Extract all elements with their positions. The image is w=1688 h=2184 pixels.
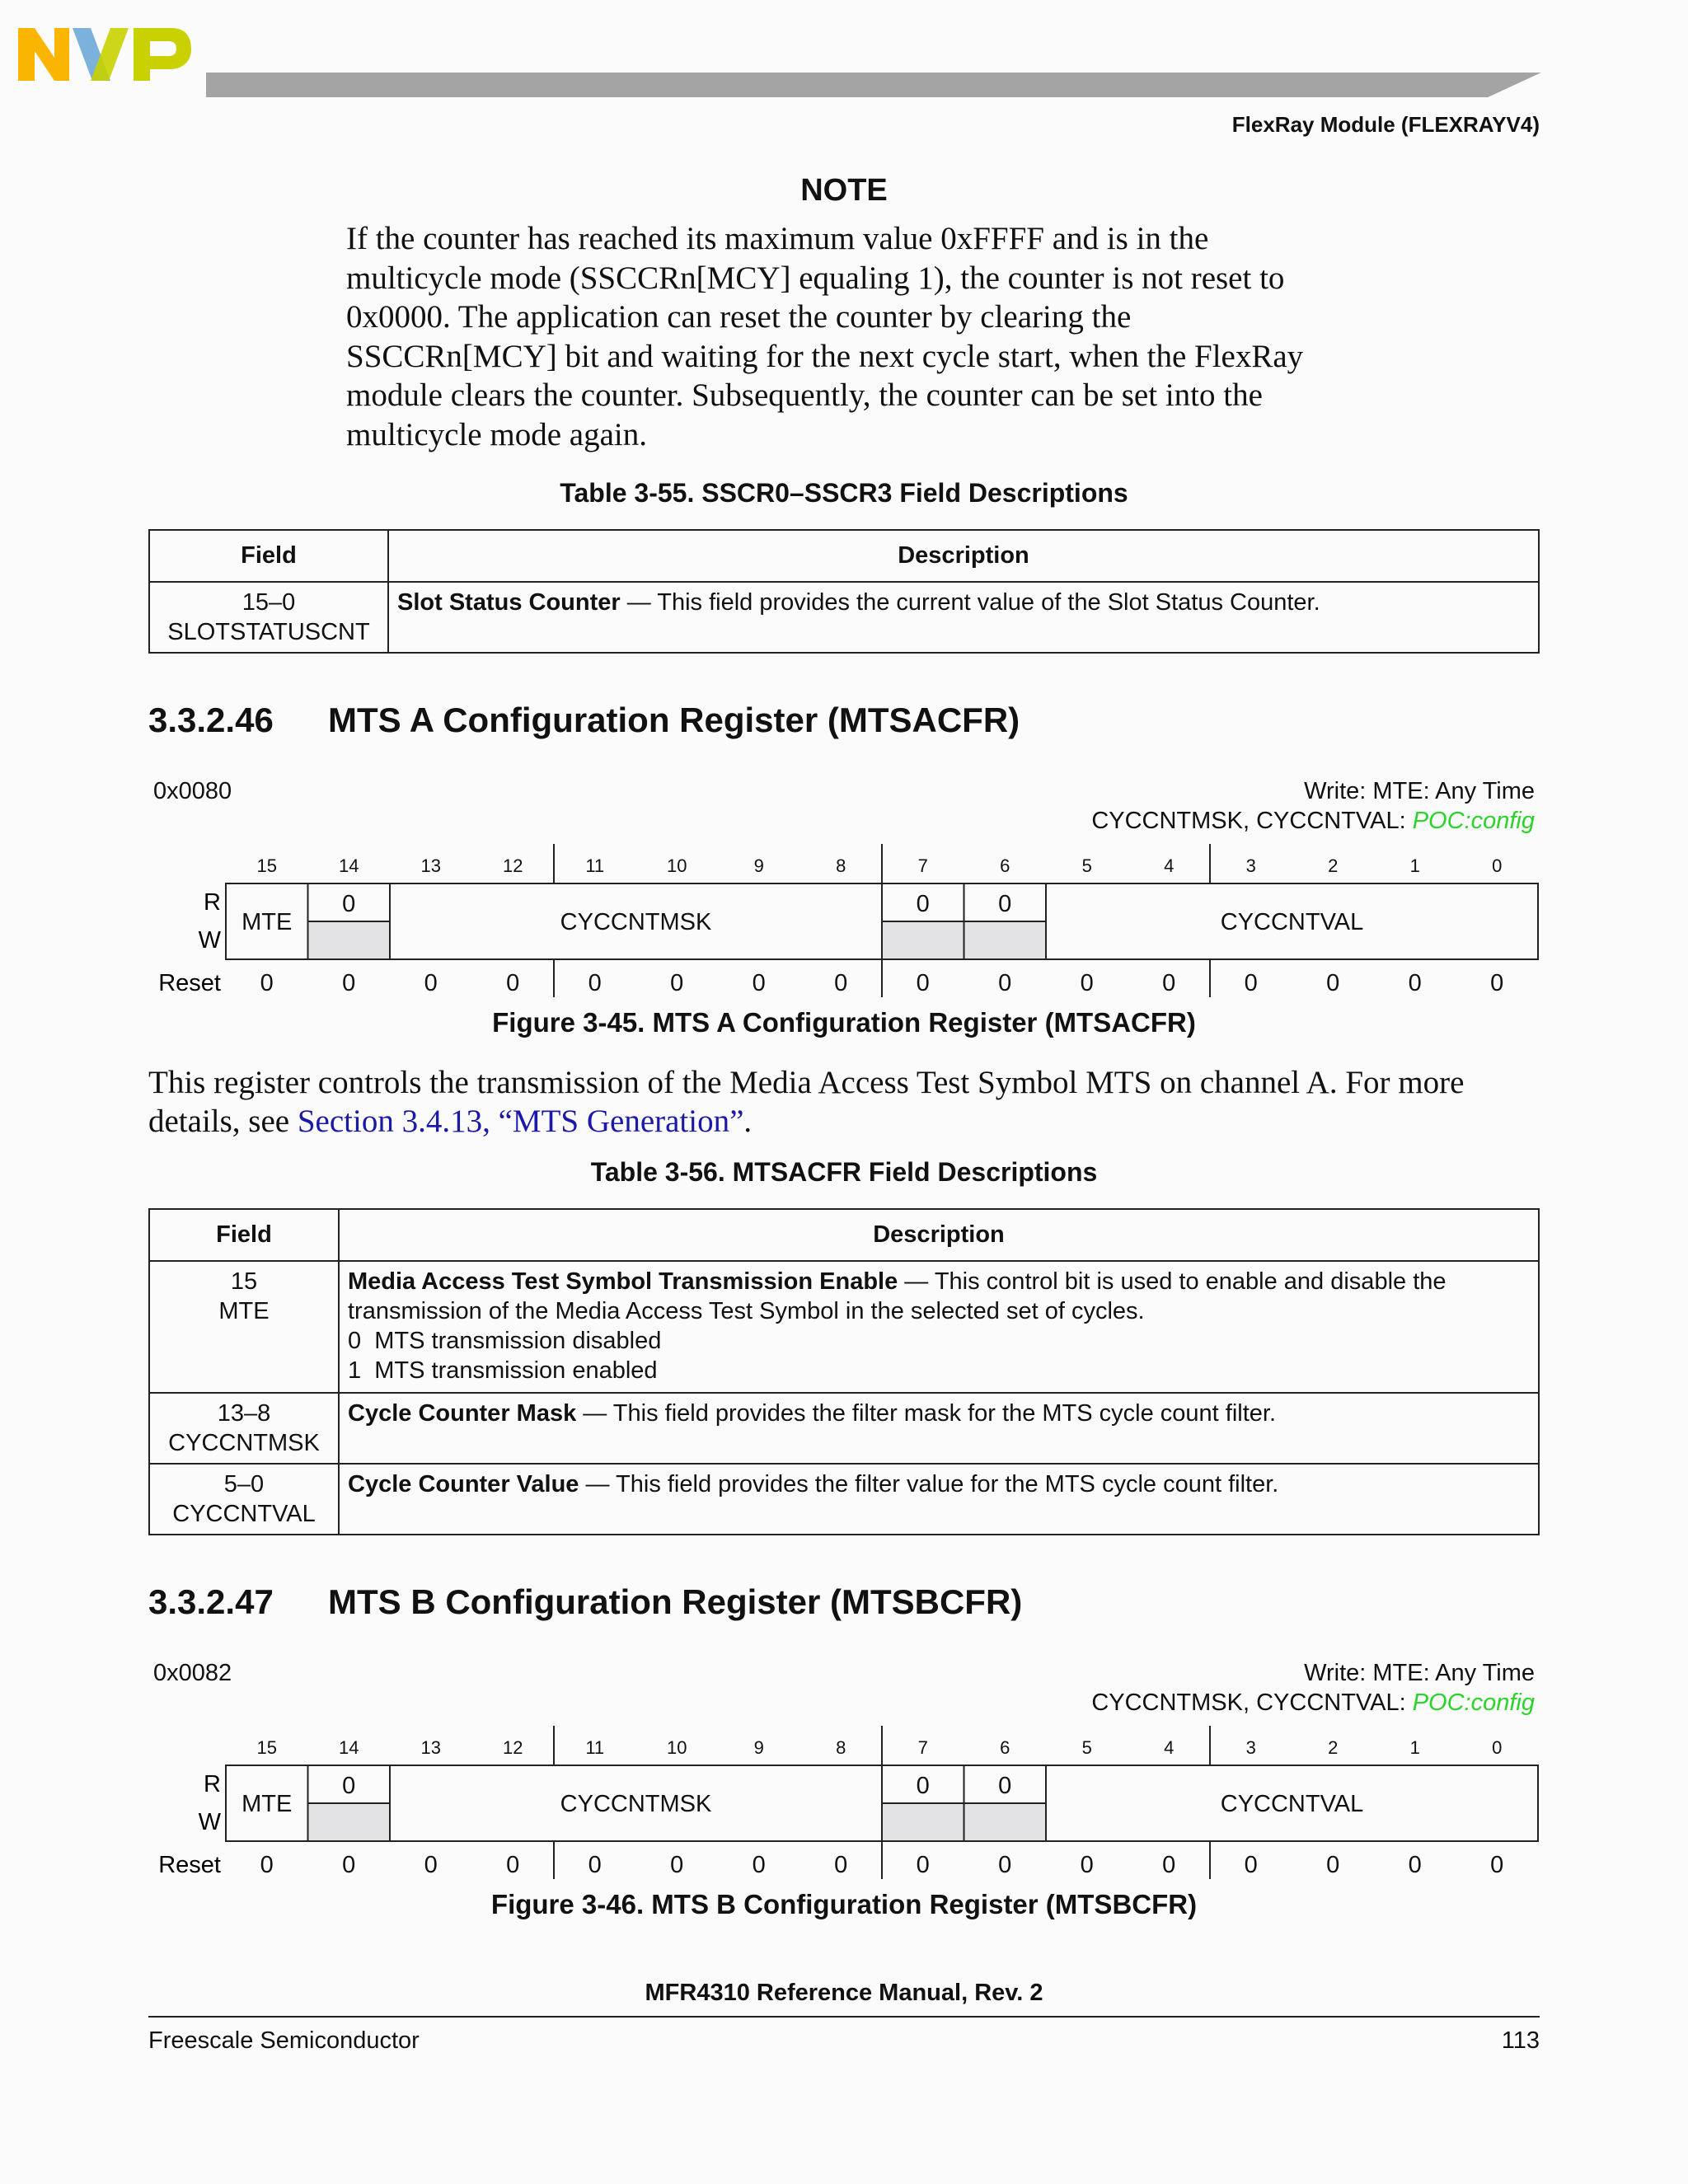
note-line: module clears the counter. Subsequently, the counter can be set into the	[346, 377, 1263, 413]
bit-number: 2	[1328, 855, 1339, 876]
reset-value: 0	[1080, 970, 1094, 996]
reset-value: 0	[752, 970, 766, 996]
header-bar	[206, 73, 1541, 97]
note-line: multicycle mode (SSCCRn[MCY] equaling 1), the counter is not reset to	[346, 260, 1285, 296]
bit-number: 10	[667, 1737, 687, 1758]
bit-number: 4	[1164, 1737, 1175, 1758]
register-diagram-mtsbcfr	[148, 1721, 1550, 1886]
description-text: — This field provides the current value of the Slot Status Counter.	[620, 589, 1320, 616]
bit-number: 11	[585, 855, 605, 876]
reserved-bit-value: 0	[916, 1773, 930, 1799]
field-cell	[149, 582, 388, 653]
bit-number: 1	[1409, 855, 1420, 876]
note-line: If the counter has reached its maximum value 0xFFFF and is in the	[346, 221, 1209, 256]
description-cell	[339, 1464, 1539, 1535]
bit-number: 13	[420, 1737, 441, 1758]
field-cell	[149, 1261, 339, 1393]
footer-manual-title: MFR4310 Reference Manual, Rev. 2	[645, 1980, 1043, 2006]
footer-company: Freescale Semiconductor	[148, 2027, 420, 2054]
option-line: 1 MTS transmission enabled	[348, 1357, 658, 1384]
column-header: Field	[149, 1209, 339, 1261]
register-access	[1091, 776, 1535, 836]
section-heading	[148, 701, 1020, 740]
note-line: multicycle mode again.	[346, 416, 647, 452]
bit-number: 8	[836, 855, 846, 876]
reset-value: 0	[834, 970, 848, 996]
description-cell	[339, 1393, 1539, 1464]
field-name: MTE	[218, 1298, 270, 1324]
reset-value: 0	[998, 1852, 1012, 1878]
description-text: — This control bit is used to enable and disable the transmission of the Media Access Test Symbol in the selected set of cycles.	[348, 1268, 1447, 1324]
field-label-cyccntval: CYCCNTVAL	[1220, 1791, 1364, 1817]
reset-value: 0	[260, 1852, 274, 1878]
bit-number: 1	[1409, 1737, 1420, 1758]
bit-number: 15	[256, 1737, 277, 1758]
reset-value: 0	[588, 970, 602, 996]
bit-number: 12	[503, 1737, 523, 1758]
bit-number: 7	[917, 855, 928, 876]
table-row	[149, 582, 1539, 653]
reset-value: 0	[916, 1852, 930, 1878]
reset-value: 0	[1080, 1852, 1094, 1878]
poc-state: POC:config	[1412, 1690, 1535, 1716]
field-name: CYCCNTMSK	[168, 1430, 320, 1456]
reserved-bit-value: 0	[998, 891, 1012, 917]
bit-number: 5	[1081, 855, 1092, 876]
reset-value: 0	[1162, 970, 1176, 996]
bit-number: 14	[339, 1737, 359, 1758]
figure-caption: Figure 3-46. MTS B Configuration Register (MTSBCFR)	[490, 1889, 1198, 1919]
field-cell	[149, 1464, 339, 1535]
row-label-w: W	[198, 1809, 221, 1835]
row-label-w: W	[198, 927, 221, 954]
body-paragraph: This register controls the transmission of the Media Access Test Symbol MTS on channel A. For more details, see Section 3.4.13, “MTS Generation”.	[148, 1065, 1465, 1139]
description-term: Cycle Counter Value	[348, 1471, 579, 1497]
field-bits: 15	[230, 1268, 258, 1295]
reserved-bit-value: 0	[916, 891, 930, 917]
bit-number: 8	[836, 1737, 846, 1758]
description-cell	[339, 1261, 1539, 1393]
figure-caption: Figure 3-45. MTS A Configuration Register (MTSACFR)	[492, 1007, 1196, 1038]
register-access	[1091, 1658, 1535, 1718]
bit-number: 2	[1328, 1737, 1339, 1758]
row-label-reset: Reset	[158, 1852, 221, 1878]
field-bits: 13–8	[217, 1400, 271, 1427]
reset-value: 0	[342, 970, 356, 996]
reset-value: 0	[1490, 970, 1504, 996]
bit-number: 7	[917, 1737, 928, 1758]
field-bits: 15–0	[241, 589, 296, 616]
bit-number: 12	[503, 855, 523, 876]
description-text: — This field provides the filter value for the MTS cycle count filter.	[579, 1471, 1279, 1497]
reset-value: 0	[1162, 1852, 1176, 1878]
register-diagram-mtsacfr	[148, 839, 1550, 1004]
reserved-bit-cell	[964, 921, 1047, 959]
column-header: Field	[149, 530, 388, 582]
register-offset: 0x0082	[153, 1660, 232, 1686]
description-term: Media Access Test Symbol Transmission Enable	[348, 1268, 898, 1295]
reserved-bit-cell	[308, 921, 391, 959]
field-table-sscr	[148, 529, 1540, 654]
field-name: SLOTSTATUSCNT	[167, 619, 370, 645]
section-number: 3.3.2.47	[148, 1582, 274, 1621]
section-title: MTS B Configuration Register (MTSBCFR)	[328, 1582, 1023, 1621]
field-label-cyccntval: CYCCNTVAL	[1220, 909, 1364, 935]
field-label-cyccntmsk: CYCCNTMSK	[560, 909, 712, 935]
reset-value: 0	[1326, 1852, 1340, 1878]
reserved-bit-cell	[308, 1803, 391, 1841]
bit-number: 0	[1492, 1737, 1503, 1758]
bit-number: 3	[1245, 855, 1256, 876]
note-line: SSCCRn[MCY] bit and waiting for the next cycle start, when the FlexRay	[346, 338, 1304, 374]
bit-number: 9	[753, 855, 764, 876]
bit-number: 15	[256, 855, 277, 876]
bit-number: 11	[585, 1737, 605, 1758]
header-section-title: FlexRay Module (FLEXRAYV4)	[1231, 112, 1540, 137]
access-line: CYCCNTMSK, CYCCNTVAL: POC:config	[1091, 808, 1535, 834]
access-line: CYCCNTMSK, CYCCNTVAL: POC:config	[1091, 1690, 1535, 1716]
description-cell	[388, 582, 1539, 653]
field-label-mte: MTE	[241, 909, 293, 935]
reset-value: 0	[752, 1852, 766, 1878]
field-bits: 5–0	[223, 1471, 265, 1497]
bit-number: 6	[1000, 1737, 1010, 1758]
table-caption: Table 3-56. MTSACFR Field Descriptions	[590, 1157, 1098, 1187]
table-header-row	[149, 530, 1539, 582]
reserved-bit-cell	[882, 921, 964, 959]
reset-value: 0	[424, 970, 438, 996]
reset-value: 0	[1490, 1852, 1504, 1878]
bit-number: 14	[339, 855, 359, 876]
section-link[interactable]: Section 3.4.13, “MTS Generation”	[297, 1104, 744, 1139]
field-table-mtsacfr	[148, 1208, 1540, 1535]
reset-value: 0	[670, 1852, 684, 1878]
column-header: Description	[388, 530, 1539, 582]
note-title: NOTE	[800, 173, 888, 208]
section-number: 3.3.2.46	[148, 701, 274, 739]
row-label-r: R	[204, 1771, 221, 1797]
reset-value: 0	[1244, 1852, 1258, 1878]
reserved-bit-cell	[964, 1803, 1047, 1841]
field-name: CYCCNTVAL	[172, 1501, 316, 1527]
row-label-r: R	[204, 889, 221, 916]
option-line: 0 MTS transmission disabled	[348, 1328, 662, 1354]
reset-value: 0	[1326, 970, 1340, 996]
bit-number: 4	[1164, 855, 1175, 876]
reset-value: 0	[1408, 1852, 1422, 1878]
bit-number: 9	[753, 1737, 764, 1758]
reset-value: 0	[506, 1852, 520, 1878]
reset-value: 0	[670, 970, 684, 996]
reset-value: 0	[588, 1852, 602, 1878]
reserved-bit-value: 0	[342, 891, 356, 917]
nxp-logo	[18, 21, 191, 87]
table-row	[149, 1464, 1539, 1535]
reset-value: 0	[260, 970, 274, 996]
field-label-cyccntmsk: CYCCNTMSK	[560, 1791, 712, 1817]
row-label-reset: Reset	[158, 970, 221, 996]
reset-value: 0	[342, 1852, 356, 1878]
bit-number: 10	[667, 855, 687, 876]
register-offset: 0x0080	[153, 778, 232, 804]
access-line: Write: MTE: Any Time	[1304, 778, 1535, 804]
section-title: MTS A Configuration Register (MTSACFR)	[328, 701, 1020, 739]
note-line: 0x0000. The application can reset the counter by clearing the	[346, 299, 1132, 335]
reset-value: 0	[916, 970, 930, 996]
description-term: Slot Status Counter	[397, 589, 621, 616]
table-caption: Table 3-55. SSCR0–SSCR3 Field Descriptions	[560, 478, 1128, 508]
description-text: — This field provides the filter mask for the MTS cycle count filter.	[576, 1400, 1277, 1427]
table-row	[149, 1393, 1539, 1464]
field-cell	[149, 1393, 339, 1464]
field-label-mte: MTE	[241, 1791, 293, 1817]
reset-value: 0	[834, 1852, 848, 1878]
section-heading	[148, 1582, 1022, 1622]
bit-number: 0	[1492, 855, 1503, 876]
access-line: Write: MTE: Any Time	[1304, 1660, 1535, 1686]
reset-value: 0	[1408, 970, 1422, 996]
footer-page-number: 113	[1501, 2027, 1540, 2054]
reserved-bit-value: 0	[342, 1773, 356, 1799]
bit-number: 5	[1081, 1737, 1092, 1758]
reserved-bit-cell	[882, 1803, 964, 1841]
reset-value: 0	[424, 1852, 438, 1878]
bit-number: 13	[420, 855, 441, 876]
reserved-bit-value: 0	[998, 1773, 1012, 1799]
poc-state: POC:config	[1412, 808, 1535, 834]
column-header: Description	[339, 1209, 1539, 1261]
bit-number: 6	[1000, 855, 1010, 876]
description-term: Cycle Counter Mask	[348, 1400, 577, 1427]
table-row	[149, 1261, 1539, 1393]
reset-value: 0	[998, 970, 1012, 996]
bit-number: 3	[1245, 1737, 1256, 1758]
footer-rule	[148, 2016, 1540, 2018]
reset-value: 0	[506, 970, 520, 996]
reset-value: 0	[1244, 970, 1258, 996]
table-header-row	[149, 1209, 1539, 1261]
note-text	[346, 219, 1385, 454]
